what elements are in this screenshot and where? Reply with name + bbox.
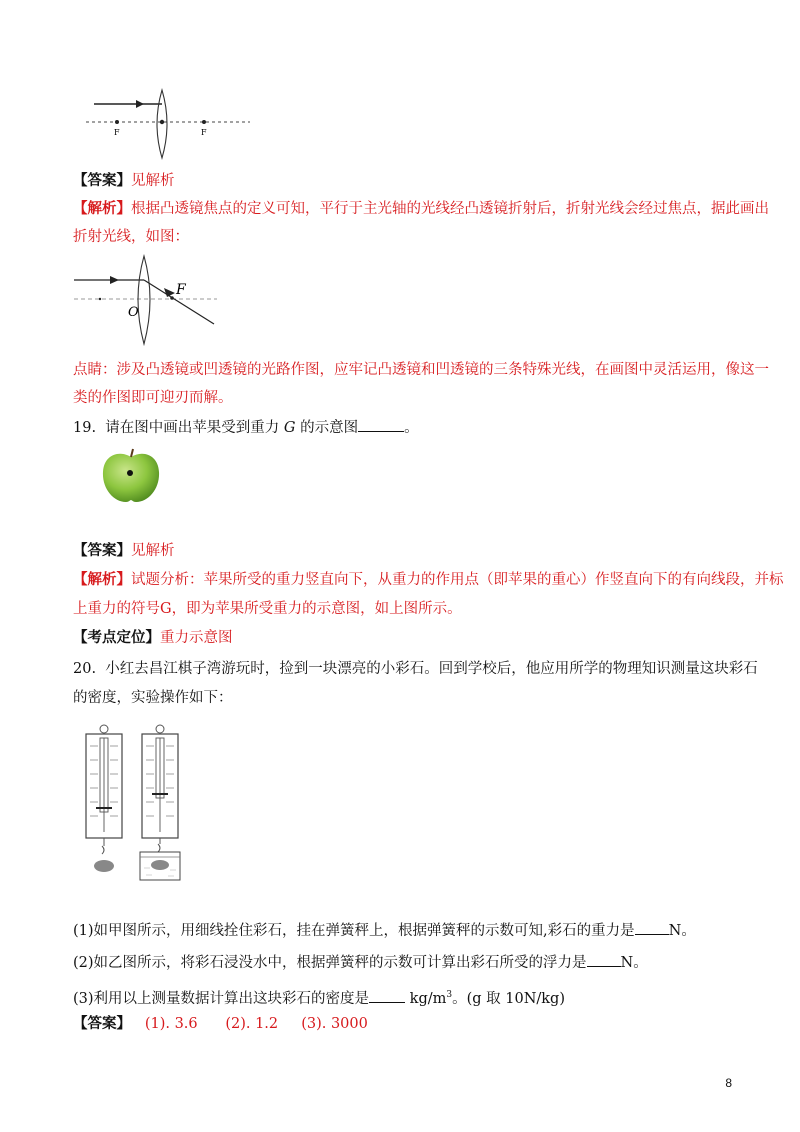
q19-stem-end: 。 — [404, 420, 419, 436]
q20-answer — [73, 1014, 368, 1034]
analysis-tag: 【解析】 — [73, 200, 131, 217]
q18-tip-line1: 点睛：涉及凸透镜或凹透镜的光路作图，应牢记凸透镜和凹透镜的三条特殊光线，在画图中灵活运用，像这一 — [73, 362, 769, 378]
lens-figure-question — [84, 88, 254, 160]
knowledge-text: 重力示意图 — [160, 630, 233, 646]
q20-sub1-text: (1)如甲图所示，用细线拴住彩石，挂在弹簧秤上，根据弹簧秤的示数可知,彩石的重力是 — [73, 923, 635, 939]
refraction-figure — [72, 252, 232, 352]
q20-sub2 — [73, 953, 648, 973]
answer-text: 见解析 — [131, 173, 175, 189]
q20-sub3-sup: 3 — [446, 990, 453, 1000]
q20-sub1-unit: N。 — [668, 923, 696, 939]
q20-sub2-unit: N。 — [620, 955, 648, 971]
page-number: 8 — [725, 1076, 732, 1090]
q18-tip-line2: 类的作图即可迎刃而解。 — [73, 390, 233, 406]
answer-tag: 【答案】 — [73, 172, 131, 189]
q20-sub1-blank[interactable] — [635, 934, 669, 935]
q19-analysis-line2: 上重力的符号G，即为苹果所受重力的示意图，如上图所示。 — [73, 601, 462, 617]
q18-analysis-line2: 折射光线，如图： — [73, 229, 189, 245]
q19-var: G — [283, 420, 296, 436]
q20-sub3-text: (3)利用以上测量数据计算出这块彩石的密度是 — [73, 990, 370, 1007]
q18-analysis-line1 — [73, 199, 769, 219]
q19-answer — [73, 541, 175, 561]
q20-sub3-blank[interactable] — [369, 1002, 405, 1003]
apple-image — [100, 448, 162, 504]
answer-2: (2). 1.2 — [225, 1016, 279, 1032]
spring-scale-figure — [82, 724, 194, 886]
focus-label: F — [176, 282, 186, 298]
q20-sub1 — [73, 921, 696, 941]
q20-number: 20. — [73, 661, 97, 677]
q20-sub2-text: (2)如乙图所示，将彩石浸没水中，根据弹簧秤的示数可计算出彩石所受的浮力是 — [73, 955, 587, 971]
q19-stem-a: 请在图中画出苹果受到重力 — [105, 420, 280, 436]
q20-stem-line2: 的密度，实验操作如下： — [73, 690, 233, 706]
q20-stem-text: 小红去昌江棋子湾游玩时，捡到一块漂亮的小彩石。回到学校后，他应用所学的物理知识测量这块彩石 — [105, 661, 758, 677]
q20-sub3-unit: kg/m — [409, 990, 447, 1007]
knowledge-tag: 【考点定位】 — [73, 629, 160, 646]
focus-label-right: F — [201, 128, 207, 137]
q19-analysis-line1 — [73, 570, 784, 590]
answer-tag: 【答案】 — [73, 542, 131, 559]
q20-sub3 — [73, 985, 565, 1009]
analysis-tag: 【解析】 — [73, 571, 131, 588]
q19-knowledge-point — [73, 628, 233, 648]
answer-3: (3). 3000 — [301, 1016, 368, 1032]
answer-1: (1). 3.6 — [144, 1016, 198, 1032]
q18-answer — [73, 171, 175, 191]
answer-tag: 【答案】 — [73, 1015, 131, 1032]
q20-sub2-blank[interactable] — [587, 966, 621, 967]
q20-sub3-end: 。(g 取 10N/kg) — [452, 990, 565, 1007]
q19-blank[interactable] — [358, 431, 404, 432]
analysis-text: 根据凸透镜焦点的定义可知，平行于主光轴的光线经凸透镜折射后，折射光线会经过焦点，据此画出 — [131, 201, 769, 217]
q19-stem-b: 的示意图 — [300, 420, 359, 436]
optical-center-label: O — [128, 305, 139, 320]
focus-label-left: F — [114, 128, 120, 137]
q19-stem — [73, 418, 419, 438]
q19-number: 19. — [73, 420, 97, 436]
analysis-text: 试题分析：苹果所受的重力竖直向下，从重力的作用点（即苹果的重心）作竖直向下的有向线段，并标 — [131, 572, 784, 588]
answer-text: 见解析 — [131, 543, 175, 559]
q20-stem-line1 — [73, 659, 758, 679]
